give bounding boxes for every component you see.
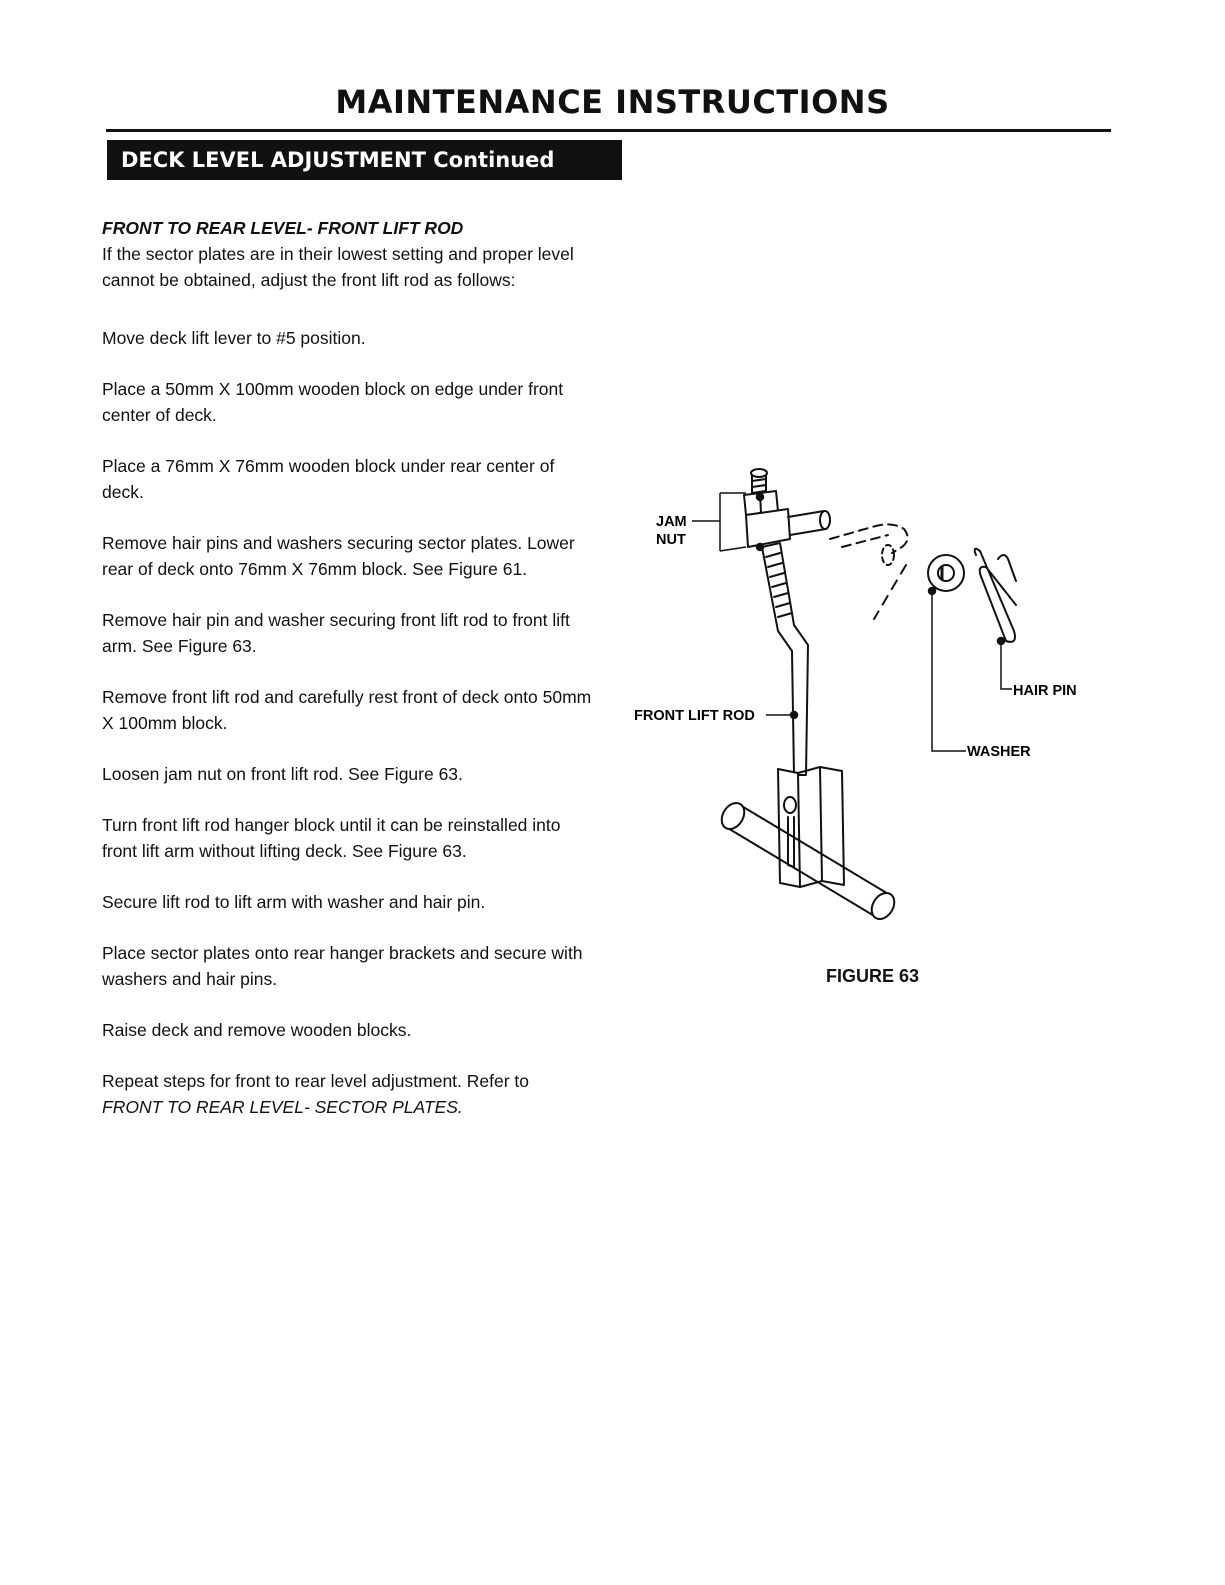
- figure-caption: FIGURE 63: [826, 966, 920, 986]
- step-2: Place a 50mm X 100mm wooden block on edge under front center of deck.: [102, 379, 564, 425]
- step-9: Secure lift rod to lift arm with washer and hair pin.: [102, 892, 486, 912]
- label-jam: JAM: [656, 514, 687, 530]
- page-title: MAINTENANCE INSTRUCTIONS: [335, 83, 890, 121]
- hanger-block: [746, 509, 790, 547]
- section-header: DECK LEVEL ADJUSTMENT Continued: [107, 140, 622, 180]
- step-11: Raise deck and remove wooden blocks.: [102, 1020, 412, 1040]
- step-3: Place a 76mm X 76mm wooden block under rear center of deck.: [102, 456, 555, 502]
- subsection-heading: FRONT TO REAR LEVEL- FRONT LIFT ROD: [102, 218, 464, 238]
- final-step-text: Repeat steps for front to rear level adjustment. Refer to: [102, 1071, 530, 1091]
- threaded-rod: [762, 543, 808, 775]
- label-front-lift-rod: FRONT LIFT ROD: [634, 708, 755, 724]
- final-step-reference: FRONT TO REAR LEVEL- SECTOR PLATES.: [102, 1097, 463, 1117]
- figure-63-illustration: [620, 455, 1110, 935]
- label-washer: WASHER: [967, 744, 1031, 760]
- step-8: Turn front lift rod hanger block until it can be reinstalled into front lift arm without lifting deck. See Figure 63.: [102, 815, 561, 861]
- step-5: Remove hair pin and washer securing front lift rod to front lift arm. See Figure 63.: [102, 610, 570, 656]
- final-step: [102, 1068, 592, 1120]
- intro-paragraph: If the sector plates are in their lowest setting and proper level cannot be obtained, adjust the front lift rod as follows:: [102, 244, 574, 290]
- lift-arm-tube: [726, 805, 890, 917]
- step-6: Remove front lift rod and carefully rest front of deck onto 50mm X 100mm block.: [102, 687, 592, 733]
- step-10: Place sector plates onto rear hanger brackets and secure with washers and hair pins.: [102, 943, 583, 989]
- step-7: Loosen jam nut on front lift rod. See Figure 63.: [102, 764, 463, 784]
- step-4: Remove hair pins and washers securing sector plates. Lower rear of deck onto 76mm X 76mm block. See Figure 61.: [102, 533, 575, 579]
- title-rule: [106, 129, 1111, 132]
- label-nut: NUT: [656, 532, 686, 548]
- instructions-column: [102, 215, 592, 1145]
- label-hair-pin: HAIR PIN: [1013, 683, 1077, 699]
- step-1: Move deck lift lever to #5 position.: [102, 328, 366, 348]
